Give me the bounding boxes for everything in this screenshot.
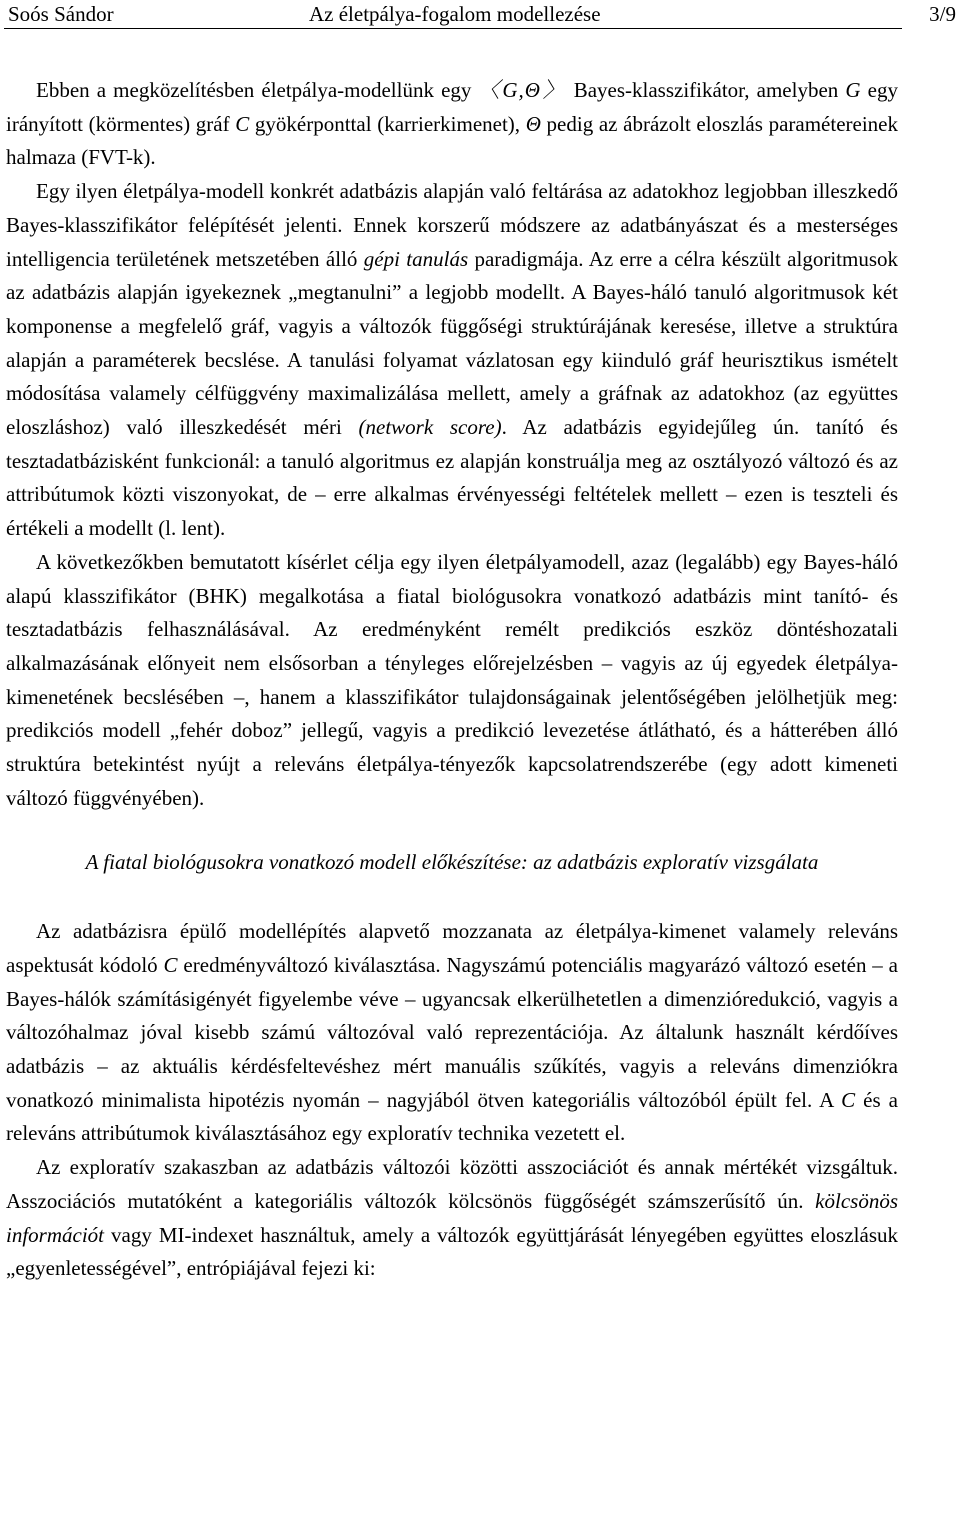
p2-text-a: Egy ilyen életpálya-modell konkrét adatbázis alapján való feltárása az adatokhoz legjobban illeszkedő Bayes-klasszifikátor felépítését jelenti. Ennek korszerű módszere az adatbányászat és a mesterséges intelligencia területének metszetében álló [6,179,898,271]
p4-text-a: Az adatbázisra épülő modellépítés alapvető mozzanata az életpálya-kimenet valamely releváns aspektusát kódoló [6,919,898,977]
main-text [6,74,898,1286]
p1-text-b: Bayes-klasszifikátor, amelyben [566,78,846,102]
paragraph-1 [6,74,898,175]
term-gepi-tanulas: gépi tanulás [363,246,469,271]
p1-text-a: Ebben a megközelítésben életpálya-modellünk egy [36,78,479,102]
paragraph-2 [6,175,898,546]
symbol-g: G [845,78,861,102]
term-network-score: (network score) [358,415,502,440]
symbol-c: C [235,111,250,136]
header-author: Soós Sándor [8,2,114,26]
symbol-c-2: C [163,952,178,977]
p5-text-a: Az exploratív szakaszban az adatbázis változói közötti asszociációt és annak mértékét vizsgáltuk. Asszociációs mutatóként a kategoriális változók kölcsönös függőségét számszerűsítő ún. [6,1155,898,1213]
p4-text-b: eredményváltozó kiválasztása. Nagyszámú potenciális magyarázó változó esetén – a Bayes-hálók számításigényét figyelembe véve – ugyancsak elkerülhetetlen a dimenzióredukció, vagyis a változóhalmaz jóval kisebb számú változóval való reprezentációja. Az általunk használt kérdőíves adatbázis – az aktuális kérdésfeltevéshez mért manuális szűkítés, vagyis a releváns dimenziókra vonatkozó minimalista hipotézis nyomán – nagyjából ötven kategoriális változóból épült fel. A [6,952,898,1112]
symbol-c-3: C [841,1087,856,1112]
paragraph-3: A következőkben bemutatott kísérlet célja egy ilyen életpályamodell, azaz (legalább) egy Bayes-háló alapú klasszifikátor (BHK) megalkotása a fiatal biológusokra vonatkozó adatbázis mint tanító- és tesztadatbázis felhasználásával. Az eredményként remélt predikciós eszköz döntéshozatali alkalmazásának előnyeit nem elsősorban a tényleges előrejelzésben – vagyis az új egyedek életpálya-kimenetének becslésében –, hanem a klasszifikátor tulajdonságainak jelentőségében jelölhetjük meg: predikciós modell „fehér doboz” jellegű, vagyis a predikció levezetése átlátható, és a hátterében álló struktúra betekintést nyújt a releváns életpálya-tényezők kapcsolatrendszerébe (egy adott kimeneti változó függvényében). [6,549,898,810]
p1-text-e: pedig az ábrázolt eloszlás paramétereinek halmaza (FVT-k). [6,111,898,170]
symbol-theta: Θ [525,111,541,136]
p4-text-c: és a releváns attribútumok kiválasztásához egy exploratív technika vezetett el. [6,1087,898,1146]
running-header [4,0,956,29]
p2-text-c: . Az adatbázis egyidejűleg ún. tanító és tesztadatbázisként funkcionál: a tanuló algoritmus ez alapján konstruálja meg az osztályozó változó és az attribútumok közti viszonyokat, de – erre alkalmas érvényességi feltételek mellett – ezen is teszteli és értékeli a modellt (l. lent). [6,415,898,541]
term-kolcsonos-informacio: kölcsönös információt [6,1188,898,1247]
model-tuple-math: 〈G,Θ〉 [478,78,567,102]
section-heading: A fiatal biológusokra vonatkozó modell előkészítése: az adatbázis exploratív vizsgálata [85,850,819,875]
p1-text-d: gyökérponttal (karrierkimenet), [249,111,526,136]
p5-text-b: vagy MI-indexet használtuk, amely a változók együttjárását lényegében együttes eloszlásuk „egyenletességével”, entrópiájával fejezi ki: [6,1222,898,1281]
paragraph-5 [6,1151,898,1286]
header-page-number: 3/9 [929,2,956,26]
p1-text-c: egy irányított (körmentes) gráf [6,78,898,136]
header-title: Az életpálya-fogalom modellezése [309,2,601,26]
p2-text-b: paradigmája. Az erre a célra készült algoritmusok az adatbázis alapján igyekeznek „megtanulni” a legjobb modellt. A Bayes-háló tanuló algoritmusok két komponense a megfelelő gráf, vagyis a változók függőségi struktúrájának keresése, illetve a struktúra alapján a paraméterek becslése. A tanulási folyamat vázlatosan egy kiinduló gráf heurisztikus ismételt módosítása valamely célfüggvény maximalizálása mellett, amely a gráfnak az adatokhoz (az együttes eloszláshoz) való illeszkedését méri [6,246,899,440]
paragraph-4 [6,915,898,1151]
